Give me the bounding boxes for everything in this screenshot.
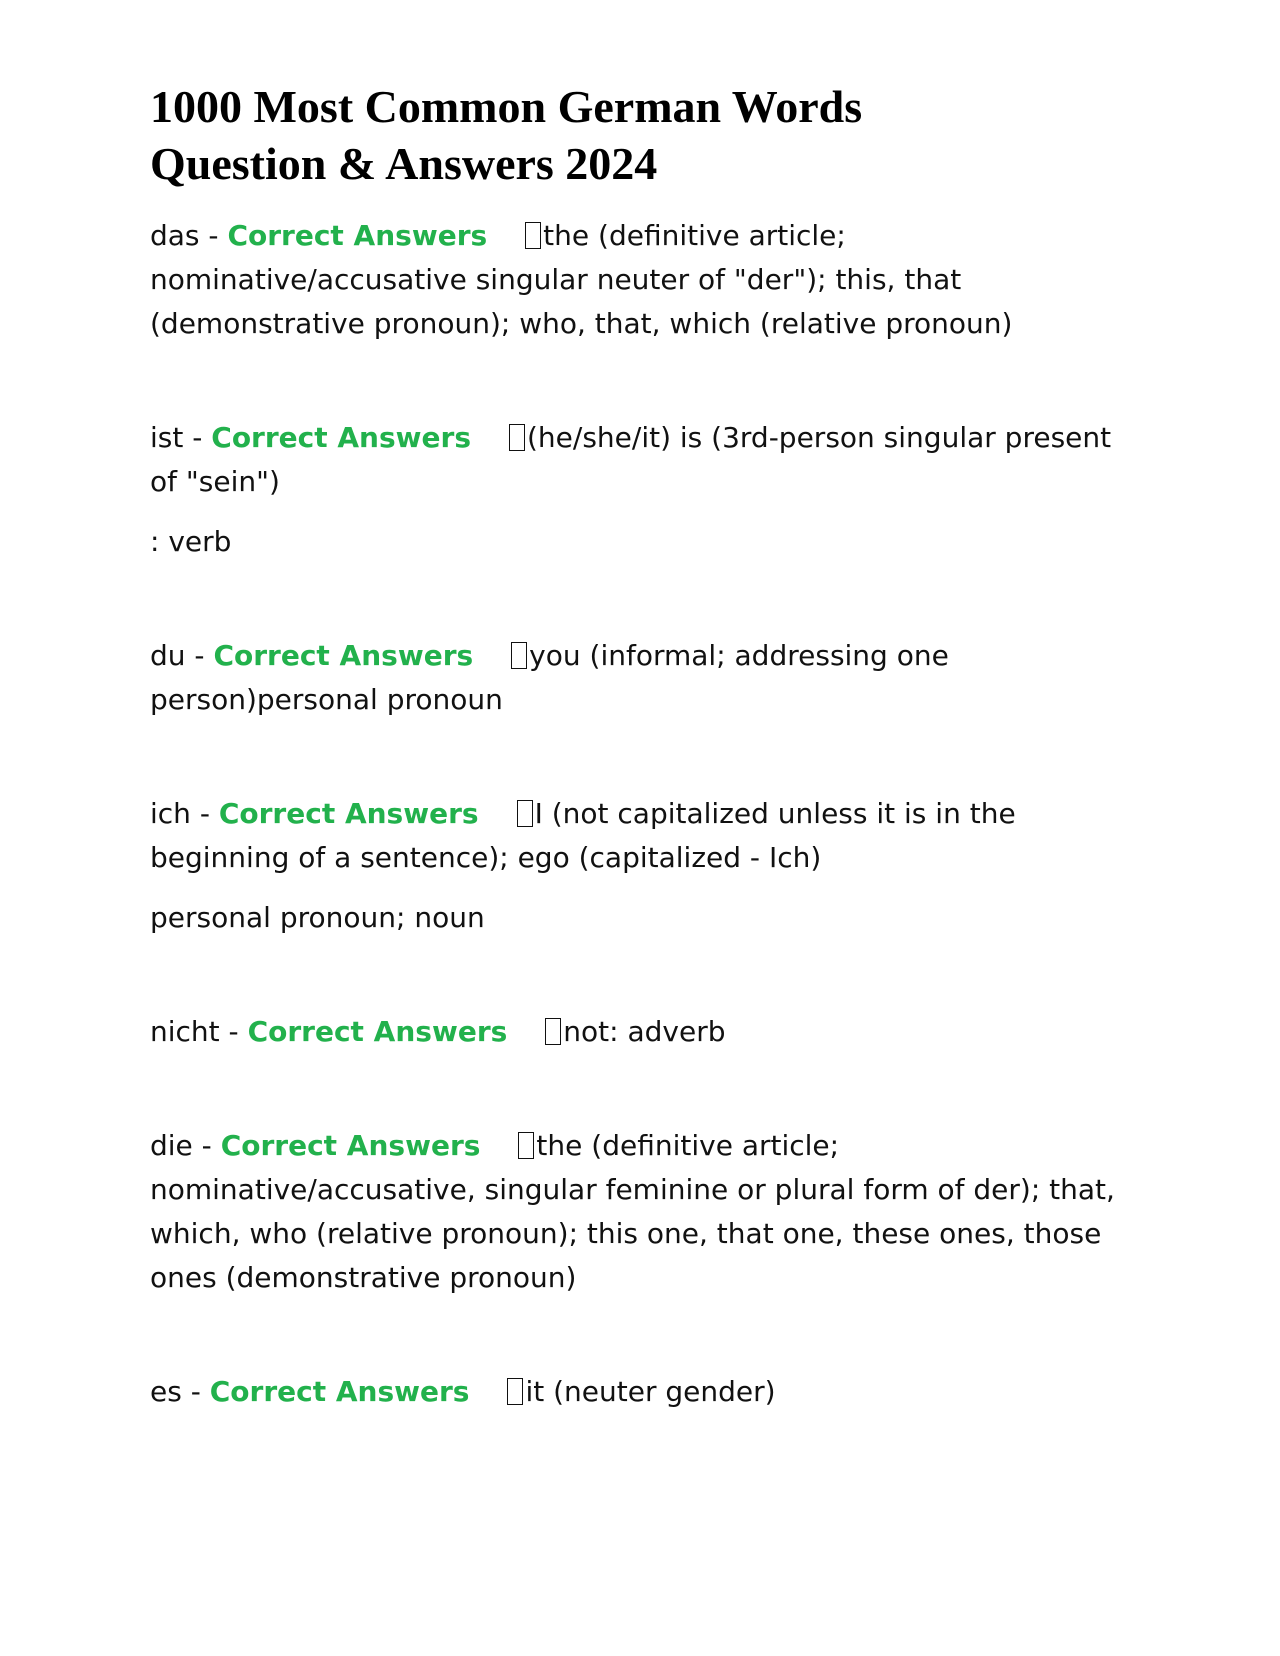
missing-glyph-box-icon <box>509 424 525 451</box>
answer-extra: : verb <box>150 525 232 558</box>
separator: - <box>192 1129 221 1162</box>
qa-entry-es <box>150 1370 1140 1414</box>
qa-question <box>150 634 1140 722</box>
qa-entry-nicht <box>150 1010 1140 1054</box>
answer-label: Correct Answers <box>247 1015 508 1048</box>
answer-label: Correct Answers <box>227 219 488 252</box>
answer-extra: personal pronoun; noun <box>150 901 485 934</box>
separator: - <box>183 421 212 454</box>
answer-label: Correct Answers <box>211 421 471 454</box>
separator: - <box>185 639 214 672</box>
qa-entry-ich <box>150 792 1140 940</box>
missing-glyph-box-icon <box>511 642 527 669</box>
missing-glyph-box-icon <box>507 1378 523 1405</box>
answer-label: Correct Answers <box>213 639 474 672</box>
qa-question <box>150 792 1140 880</box>
answer-text: it (neuter gender) <box>525 1375 776 1408</box>
term: nicht <box>150 1015 220 1048</box>
term: das <box>150 219 200 252</box>
page-title <box>150 78 1140 192</box>
separator: - <box>199 219 228 252</box>
answer-text: you (informal; addressing one person)personal pronoun <box>150 639 949 716</box>
qa-question <box>150 214 1140 346</box>
term: ist <box>150 421 184 454</box>
term: ich <box>150 797 191 830</box>
qa-question <box>150 1010 1140 1054</box>
separator: - <box>190 797 219 830</box>
qa-entry-das <box>150 214 1140 346</box>
answer-text: the (definitive article; nominative/accusative singular neuter of "der"); this, that (demonstrative pronoun); who, that, which (relative pronoun) <box>150 219 1013 340</box>
answer-label: Correct Answers <box>220 1129 481 1162</box>
qa-entry-du <box>150 634 1140 722</box>
separator: - <box>181 1375 210 1408</box>
answer-text: not: adverb <box>563 1015 726 1048</box>
title-line-1: 1000 Most Common German Words <box>150 81 863 132</box>
missing-glyph-box-icon <box>518 1132 534 1159</box>
separator: - <box>219 1015 248 1048</box>
missing-glyph-box-icon <box>517 800 533 827</box>
term: die <box>150 1129 193 1162</box>
title-line-2: Question & Answers 2024 <box>150 138 658 189</box>
qa-question <box>150 416 1140 504</box>
term: es <box>150 1375 182 1408</box>
document-page <box>150 78 1140 1414</box>
qa-entry-ist <box>150 416 1140 564</box>
answer-label: Correct Answers <box>218 797 479 830</box>
missing-glyph-box-icon <box>545 1018 561 1045</box>
answer-text: (he/she/it) is (3rd-person singular present of "sein") <box>150 421 1112 498</box>
qa-question <box>150 1124 1140 1300</box>
answer-label: Correct Answers <box>209 1375 470 1408</box>
qa-entry-die <box>150 1124 1140 1300</box>
answer-text: the (definitive article; nominative/accusative, singular feminine or plural form of der); that, which, who (relative pronoun); this one, that one, these ones, those ones (demonstrative pronoun) <box>150 1129 1115 1294</box>
missing-glyph-box-icon <box>525 222 541 249</box>
qa-question <box>150 1370 1140 1414</box>
answer-text: I (not capitalized unless it is in the beginning of a sentence); ego (capitalized - Ich) <box>150 797 1016 874</box>
term: du <box>150 639 186 672</box>
